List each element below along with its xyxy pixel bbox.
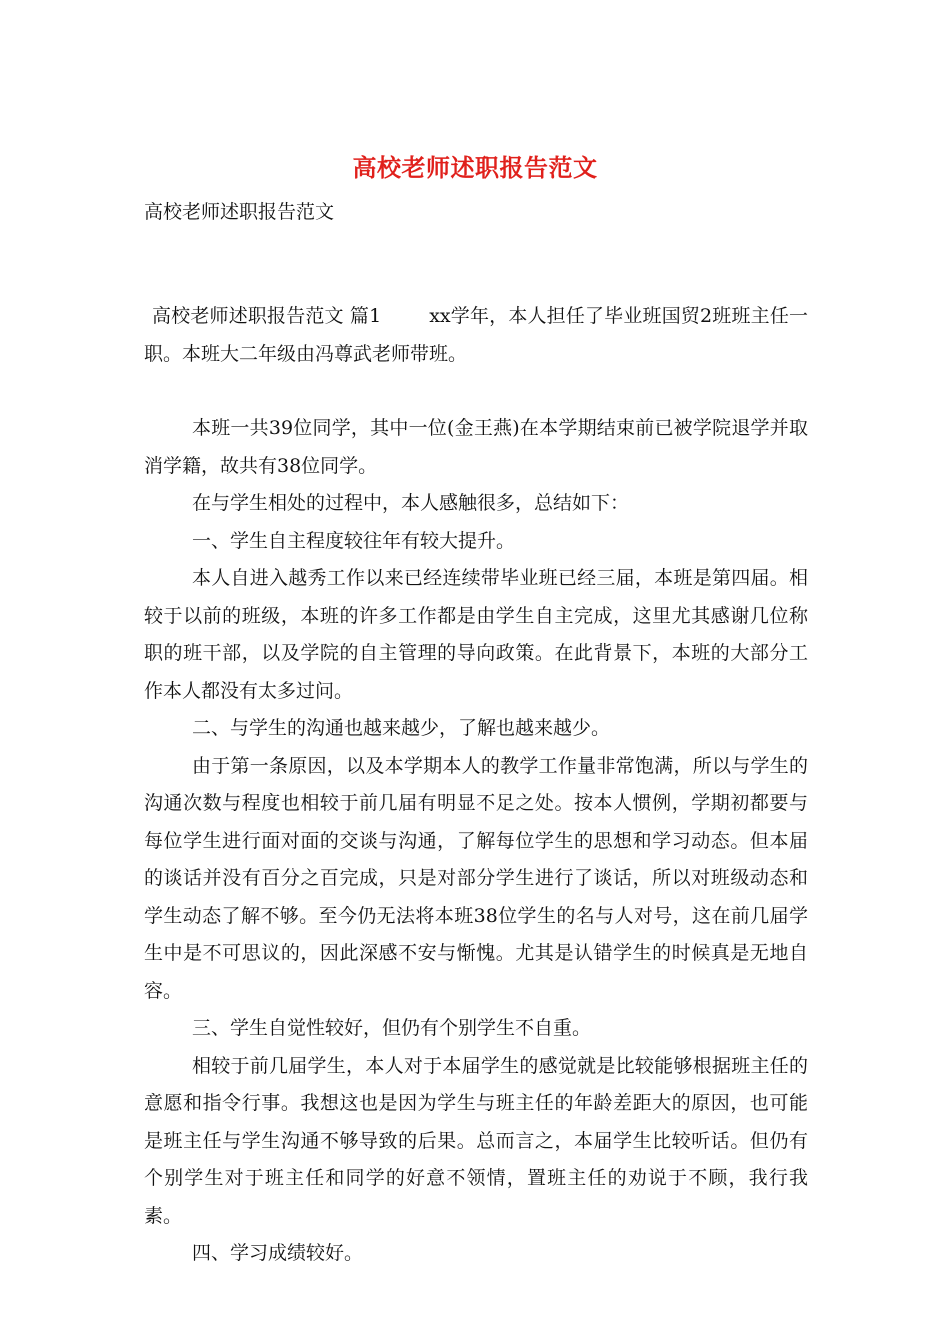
- paragraph-point-2: 由于第一条原因，以及本学期本人的教学工作量非常饱满，所以与学生的沟通次数与程度也相较于前几届有明显不足之处。按本人惯例，学期初都要与每位学生进行面对面的交谈与沟通，了解每位学生的思想和学习动态。但本届的谈话并没有百分之百完成，只是对部分学生进行了谈话，所以对班级动态和学生动态了解不够。至今仍无法将本班38位学生的名与人对号，这在前几届学生中是不可思议的，因此深感不安与惭愧。尤其是认错学生的时候真是无地自容。: [144, 754, 808, 1002]
- intro-lead: 高校老师述职报告范文 篇1: [152, 305, 382, 327]
- paragraph-summary-intro: 在与学生相处的过程中，本人感触很多，总结如下：: [192, 492, 630, 514]
- heading-point-3: 三、学生自觉性较好，但仍有个别学生不自重。: [192, 1017, 592, 1039]
- heading-point-4: 四、学习成绩较好。: [192, 1242, 364, 1264]
- document-title: 高校老师述职报告范文: [352, 153, 598, 182]
- paragraph-point-3: 相较于前几届学生，本人对于本届学生的感觉就是比较能够根据班主任的意愿和指令行事。我想这也是因为学生与班主任的年龄差距大的原因，也可能是班主任与学生沟通不够导致的后果。总而言之，本届学生比较听话。但仍有个别学生对于班主任和同学的好意不领情，置班主任的劝说于不顾，我行我素。: [144, 1054, 808, 1227]
- document-subtitle: 高校老师述职报告范文: [144, 201, 335, 223]
- heading-point-1: 一、学生自主程度较往年有较大提升。: [192, 529, 516, 552]
- heading-point-2: 二、与学生的沟通也越来越少，了解也越来越少。: [192, 717, 611, 739]
- paragraph-point-1: 本人自进入越秀工作以来已经连续带毕业班已经三届，本班是第四届。相较于以前的班级，本班的许多工作都是由学生自主完成，这里尤其感谢几位称职的班干部，以及学院的自主管理的导向政策。在此背景下，本班的大部分工作本人都没有太多过问。: [144, 567, 808, 702]
- intro-paragraph: [144, 298, 808, 373]
- intro-text: xx学年，本人担任了毕业班国贸2班班主任一职。本班大二年级由冯尊武老师带班。: [144, 305, 808, 365]
- document-body: [144, 298, 808, 1273]
- paragraph-class-size: 本班一共39位同学，其中一位(金王燕)在本学期结束前已被学院退学并取消学籍，故共有38位同学。: [144, 417, 808, 477]
